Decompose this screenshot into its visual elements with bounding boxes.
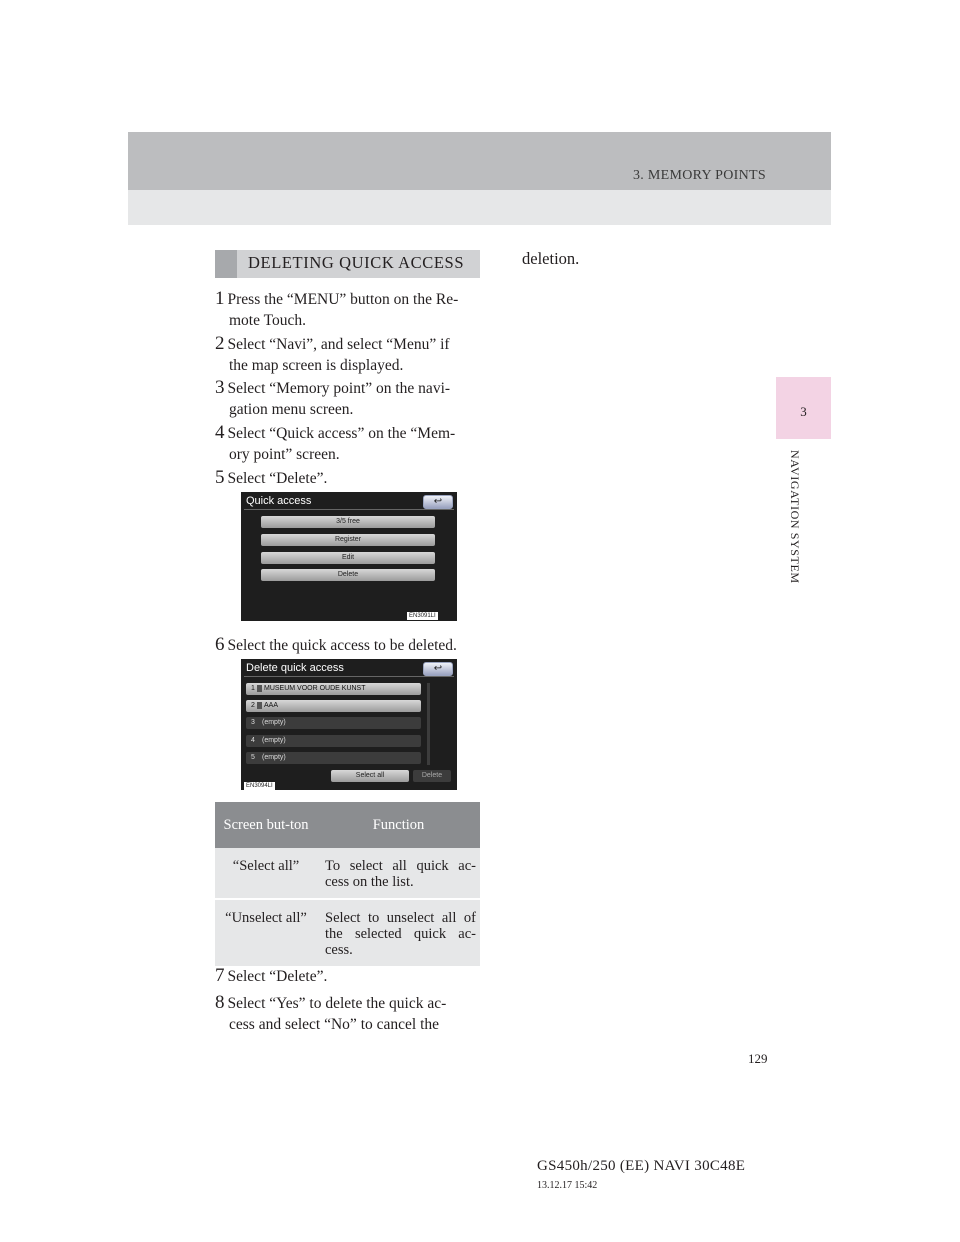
step-6: 6 Select the quick access to be deleted. bbox=[215, 634, 457, 655]
column-header-function: Function bbox=[317, 802, 480, 848]
cell-function: To select all quick ac-cess on the list. bbox=[317, 848, 480, 899]
section-heading: DELETING QUICK ACCESS bbox=[248, 253, 465, 272]
flag-icon bbox=[257, 685, 262, 692]
continuation-text: deletion. bbox=[522, 249, 580, 268]
title-divider bbox=[244, 676, 454, 677]
step-8: 8 Select “Yes” to delete the quick ac- cess and select “No” to cancel the bbox=[215, 992, 447, 1033]
step-number: 8 bbox=[215, 992, 225, 1013]
screen-title: Quick access bbox=[246, 495, 312, 507]
free-count-button[interactable]: 3/5 free bbox=[261, 516, 435, 528]
step-number: 4 bbox=[215, 422, 225, 443]
column-header-button: Screen but-ton bbox=[215, 802, 317, 848]
image-code: EN3091LI bbox=[409, 613, 436, 619]
table-row bbox=[215, 848, 480, 899]
step-number: 1 bbox=[215, 288, 225, 309]
footer-timestamp: 13.12.17 15:42 bbox=[537, 1180, 598, 1191]
step-number: 2 bbox=[215, 333, 225, 354]
section-heading-marker bbox=[215, 250, 237, 278]
chapter-label: NAVIGATION SYSTEM bbox=[788, 450, 802, 584]
list-item[interactable]: 1 MUSEUM VOOR OUDE KUNST bbox=[246, 683, 421, 695]
running-header: 3. MEMORY POINTS bbox=[632, 168, 766, 183]
delete-quick-access-screen bbox=[241, 659, 457, 790]
title-divider bbox=[244, 509, 454, 510]
table-row bbox=[215, 899, 480, 966]
footer-model: GS450h/250 (EE) NAVI 30C48E bbox=[537, 1158, 746, 1174]
quick-access-screen bbox=[241, 492, 457, 621]
chapter-number: 3 bbox=[800, 404, 807, 419]
list-item[interactable]: 3 (empty) bbox=[246, 717, 421, 729]
step-3: 3 Select “Memory point” on the navi- gation menu screen. bbox=[215, 377, 451, 418]
list-item[interactable]: 2 AAA bbox=[246, 700, 421, 712]
table-header-row bbox=[215, 802, 480, 848]
page-number: 129 bbox=[748, 1051, 768, 1066]
step-number: 5 bbox=[215, 467, 225, 488]
delete-button[interactable]: Delete bbox=[261, 569, 435, 581]
step-4: 4 Select “Quick access” on the “Mem- ory point” screen. bbox=[215, 422, 456, 463]
step-1: 1 Press the “MENU” button on the Re- mote Touch. bbox=[215, 288, 459, 329]
back-arrow-icon[interactable]: ↩ bbox=[423, 495, 453, 509]
function-table bbox=[215, 802, 480, 966]
screen-title: Delete quick access bbox=[246, 662, 344, 674]
cell-button: “Select all” bbox=[215, 848, 317, 899]
step-5: 5 Select “Delete”. bbox=[215, 467, 328, 488]
flag-icon bbox=[257, 702, 262, 709]
list-item[interactable]: 5 (empty) bbox=[246, 752, 421, 764]
back-arrow-icon[interactable]: ↩ bbox=[423, 662, 453, 676]
select-all-button[interactable]: Select all bbox=[331, 770, 409, 782]
register-button[interactable]: Register bbox=[261, 534, 435, 546]
image-code: EN3094LI bbox=[246, 783, 273, 789]
scrollbar[interactable] bbox=[427, 683, 430, 765]
step-number: 3 bbox=[215, 377, 225, 398]
delete-button[interactable]: Delete bbox=[413, 770, 451, 782]
cell-button: “Unselect all” bbox=[215, 899, 317, 966]
header-subband bbox=[128, 190, 831, 225]
list-item[interactable]: 4 (empty) bbox=[246, 735, 421, 747]
step-number: 7 bbox=[215, 965, 225, 986]
step-7: 7 Select “Delete”. bbox=[215, 965, 328, 986]
step-2: 2 Select “Navi”, and select “Menu” if the map screen is displayed. bbox=[215, 333, 450, 374]
cell-function: Select to unselect all of the selected quick ac-cess. bbox=[317, 899, 480, 966]
step-number: 6 bbox=[215, 634, 225, 655]
edit-button[interactable]: Edit bbox=[261, 552, 435, 564]
